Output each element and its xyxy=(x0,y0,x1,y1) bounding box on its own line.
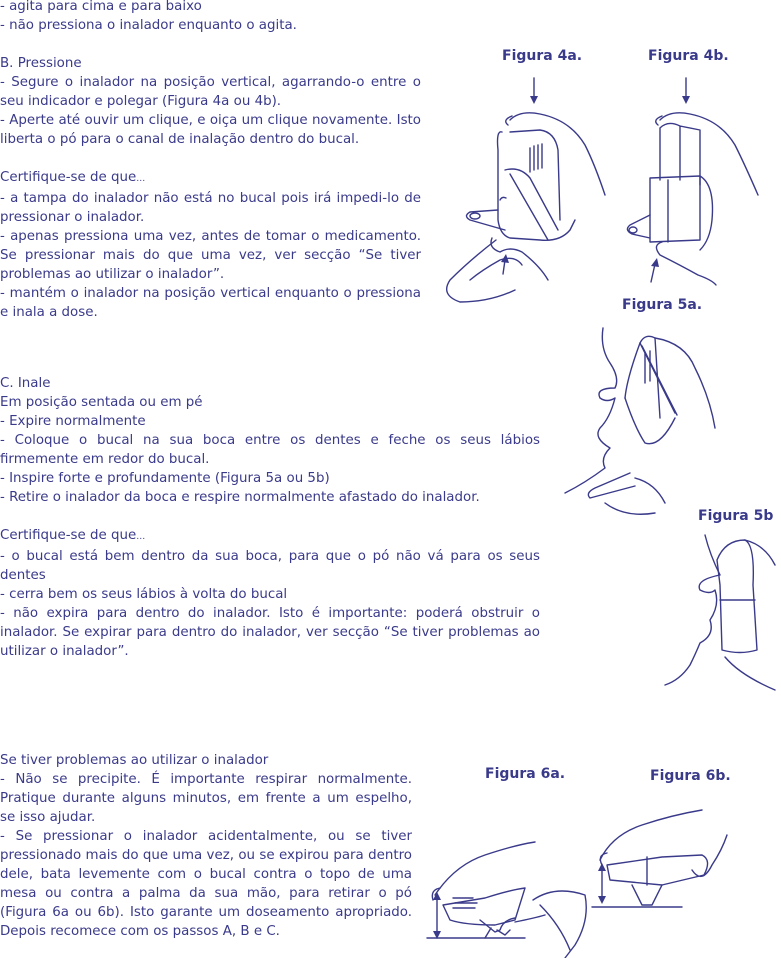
figure-6b-caption: Figura 6b. xyxy=(650,768,731,784)
check-item: - apenas pressiona uma vez, antes de tomar o medicamento. Se pressionar mais do que uma vez, ver secção “Se tiver problemas ao utilizar o inalador”. xyxy=(0,229,421,282)
down-arrow-icon xyxy=(682,78,690,104)
ellipsis: … xyxy=(136,174,146,184)
check-item: - cerra bem os seus lábios à volta do bucal xyxy=(0,587,288,602)
figure-5a-caption: Figura 5a. xyxy=(622,297,703,313)
figure-4b-illustration xyxy=(620,70,780,290)
ellipsis: … xyxy=(136,532,146,542)
check-item: - o bucal está bem dentro da sua boca, para que o pó não vá para os seus dentes xyxy=(0,549,540,583)
section-c xyxy=(0,374,540,661)
figure-4a-illustration xyxy=(430,70,610,320)
text-line: - não pressiona o inalador enquanto o agita. xyxy=(0,18,297,33)
double-arrow-icon xyxy=(433,892,441,939)
section-b-paragraph: - Aperte até ouvir um clique, e oiça um clique novamente. Isto liberta o pó para o canal de inalação dentro do bucal. xyxy=(0,113,421,147)
step-item: - Retire o inalador da boca e respire normalmente afastado do inalador. xyxy=(0,490,480,505)
section-c-title: C. Inale xyxy=(0,376,51,391)
step-item: - Inspire forte e profundamente (Figura 5a ou 5b) xyxy=(0,471,330,486)
down-arrow-icon xyxy=(530,78,538,104)
up-arrow-icon xyxy=(651,258,659,282)
figure-6a-caption: Figura 6a. xyxy=(485,766,566,782)
check-item: - não expira para dentro do inalador. Isto é importante: poderá obstruir o inalador. Se expirar para dentro do inalador, ver secção “Se tiver problemas ao utilizar o inalador”. xyxy=(0,606,540,659)
section-b-checks-title xyxy=(0,168,421,189)
step-item: - Coloque o bucal na sua boca entre os dentes e feche os seus lábios firmemente em redor do bucal. xyxy=(0,433,540,467)
check-item: - mantém o inalador na posição vertical enquanto o pressiona e inala a dose. xyxy=(0,286,421,320)
figure-4b-caption: Figura 4b. xyxy=(648,48,729,64)
checks-title-text: Certifique-se de que xyxy=(0,170,137,185)
step-item: - Expire normalmente xyxy=(0,414,146,429)
check-item: - a tampa do inalador não está no bucal pois irá impedi-lo de pressionar o inalador. xyxy=(0,191,421,225)
problems-paragraph: - Se pressionar o inalador acidentalmente, ou se tiver pressionado mais do que uma vez, ou se expirou para dentro dele, bata levemente com o bucal contra o topo de uma mesa ou contra a palma da sua mão, para retirar o pó (Figura 6a ou 6b). Isto garante um doseamento apropriado. Depois recomece com os passos A, B e C. xyxy=(0,829,412,939)
figure-4a-caption: Figura 4a. xyxy=(502,48,583,64)
figure-5a-illustration xyxy=(545,318,745,518)
section-b-paragraph: - Segure o inalador na posição vertical, agarrando-o entre o seu indicador e polegar (Figura 4a ou 4b). xyxy=(0,75,421,109)
problems-paragraph: - Não se precipite. É importante respirar normalmente. Pratique durante alguns minutos, em frente a um espelho, se isso ajudar. xyxy=(0,772,412,825)
double-arrow-icon xyxy=(598,863,606,904)
section-c-checks-title xyxy=(0,526,540,547)
spacer xyxy=(0,149,421,168)
figure-5b-illustration xyxy=(660,525,781,700)
figure-5b-caption: Figura 5b xyxy=(698,508,774,524)
section-c-subtitle: Em posição sentada ou em pé xyxy=(0,395,203,410)
section-a-tail xyxy=(0,0,430,35)
text-line: - agita para cima e para baixo xyxy=(0,0,202,14)
checks-title-text: Certifique-se de que xyxy=(0,528,137,543)
spacer xyxy=(0,507,540,526)
section-b xyxy=(0,54,421,322)
section-problems xyxy=(0,751,412,941)
section-b-title: B. Pressione xyxy=(0,56,82,71)
figure-6b-illustration xyxy=(592,795,781,915)
up-arrow-icon xyxy=(501,254,509,274)
section-problems-title: Se tiver problemas ao utilizar o inalador xyxy=(0,753,269,768)
